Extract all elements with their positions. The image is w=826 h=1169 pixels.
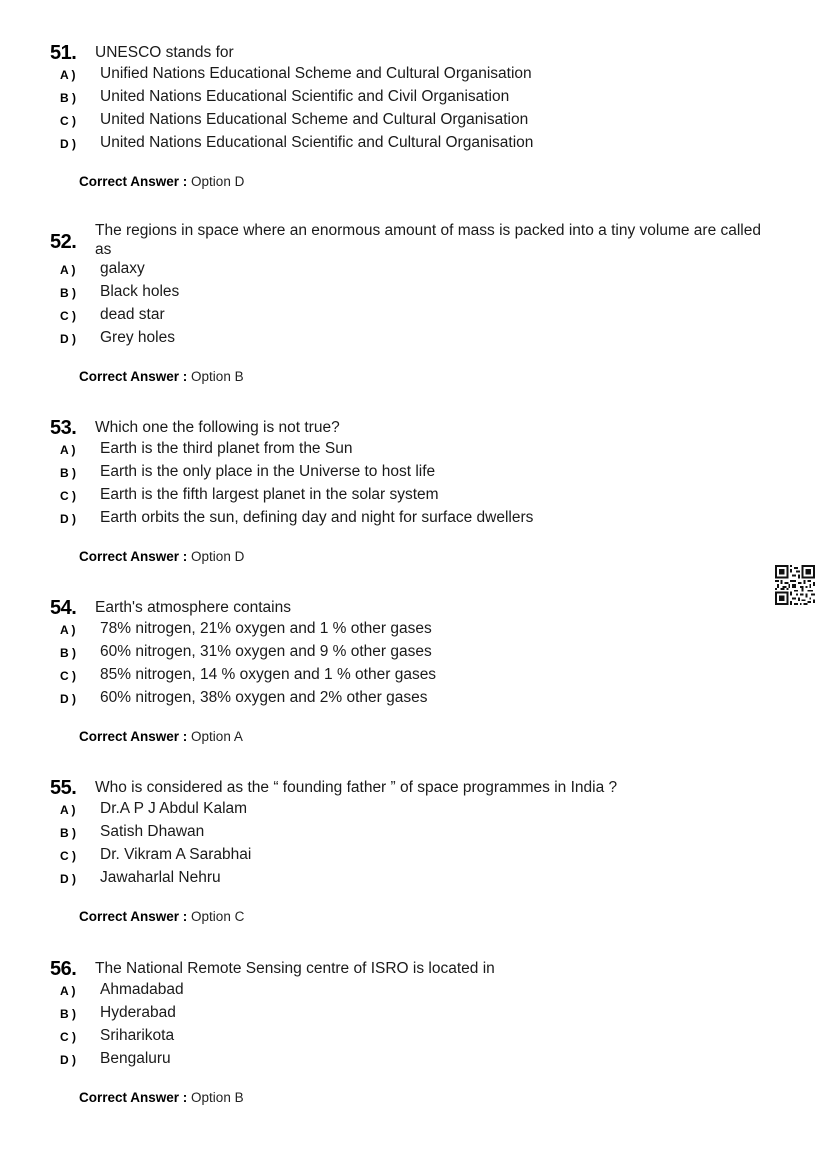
option-text: Earth is the third planet from the Sun: [100, 440, 353, 457]
option-d: [50, 1049, 780, 1072]
question-53: [50, 417, 780, 567]
option-text: Bengaluru: [100, 1050, 171, 1067]
option-label: D ): [60, 692, 76, 706]
question-number: 52.: [50, 231, 77, 253]
option-text: Earth is the fifth largest planet in the solar system: [100, 486, 439, 503]
option-label: D ): [60, 1053, 76, 1067]
option-label: A ): [60, 623, 76, 637]
answer-value: Option C: [191, 909, 245, 924]
question-number: 55.: [50, 777, 77, 799]
option-c: [50, 485, 780, 508]
correct-answer: [79, 174, 780, 192]
option-b: [50, 642, 780, 665]
correct-answer: [79, 729, 780, 747]
option-text: Dr.A P J Abdul Kalam: [100, 800, 248, 817]
correct-answer: [79, 1090, 780, 1108]
option-c: [50, 665, 780, 688]
question-text: The regions in space where an enormous amount of mass is packed into a tiny volume are called as: [95, 222, 761, 258]
option-label: D ): [60, 512, 76, 526]
answer-label: Correct Answer :: [79, 909, 188, 924]
option-text: Black holes: [100, 283, 180, 300]
answer-label: Correct Answer :: [79, 549, 188, 564]
answer-value: Option B: [191, 1090, 244, 1105]
option-label: B ): [60, 1007, 76, 1021]
correct-answer: [79, 909, 780, 927]
option-c: [50, 1026, 780, 1049]
option-b: [50, 282, 780, 305]
answer-label: Correct Answer :: [79, 369, 188, 384]
option-label: B ): [60, 286, 76, 300]
option-text: United Nations Educational Scientific and Civil Organisation: [100, 88, 510, 105]
question-header: [50, 777, 780, 799]
option-b: [50, 462, 780, 485]
question-51: [50, 42, 780, 192]
answer-value: Option D: [191, 174, 245, 189]
option-label: A ): [60, 68, 76, 82]
option-text: Ahmadabad: [100, 981, 184, 998]
option-a: [50, 64, 780, 87]
option-b: [50, 822, 780, 845]
option-text: Dr. Vikram A Sarabhai: [100, 846, 252, 863]
answer-value: Option A: [191, 729, 243, 744]
option-label: A ): [60, 984, 76, 998]
option-text: Satish Dhawan: [100, 823, 205, 840]
option-text: dead star: [100, 306, 165, 323]
question-header: [50, 42, 780, 64]
option-d: [50, 508, 780, 531]
option-label: C ): [60, 849, 76, 863]
question-header: [50, 958, 780, 980]
option-d: [50, 328, 780, 351]
option-label: B ): [60, 466, 76, 480]
question-text: Earth's atmosphere contains: [95, 599, 291, 616]
answer-label: Correct Answer :: [79, 174, 188, 189]
option-text: 78% nitrogen, 21% oxygen and 1 % other gases: [100, 620, 432, 637]
option-label: C ): [60, 669, 76, 683]
question-header: [50, 221, 780, 259]
option-label: C ): [60, 1030, 76, 1044]
answer-value: Option D: [191, 549, 245, 564]
option-d: [50, 133, 780, 156]
question-55: [50, 777, 780, 927]
option-a: [50, 799, 780, 822]
answer-label: Correct Answer :: [79, 729, 188, 744]
answer-label: Correct Answer :: [79, 1090, 188, 1105]
option-text: United Nations Educational Scientific and Cultural Organisation: [100, 134, 534, 151]
question-header: [50, 417, 780, 439]
question-header: [50, 597, 780, 619]
correct-answer: [79, 369, 780, 387]
option-a: [50, 619, 780, 642]
option-d: [50, 688, 780, 711]
answer-value: Option B: [191, 369, 244, 384]
option-b: [50, 87, 780, 110]
option-label: C ): [60, 489, 76, 503]
option-text: galaxy: [100, 260, 145, 277]
option-text: Hyderabad: [100, 1004, 176, 1021]
qr-code-icon: [775, 565, 815, 605]
option-text: Earth orbits the sun, defining day and night for surface dwellers: [100, 509, 534, 526]
question-text: The National Remote Sensing centre of ISRO is located in: [95, 960, 495, 977]
question-number: 56.: [50, 958, 77, 980]
option-a: [50, 259, 780, 282]
option-label: D ): [60, 332, 76, 346]
option-text: Unified Nations Educational Scheme and Cultural Organisation: [100, 65, 532, 82]
question-text: Which one the following is not true?: [95, 419, 340, 436]
question-text: Who is considered as the “ founding father ” of space programmes in India ?: [95, 779, 618, 796]
option-text: 60% nitrogen, 31% oxygen and 9 % other gases: [100, 643, 432, 660]
option-label: D ): [60, 872, 76, 886]
option-label: A ): [60, 263, 76, 277]
question-54: [50, 597, 780, 747]
option-c: [50, 305, 780, 328]
option-text: Sriharikota: [100, 1027, 175, 1044]
question-52: [50, 221, 780, 387]
option-label: A ): [60, 443, 76, 457]
correct-answer: [79, 549, 780, 567]
option-text: 85% nitrogen, 14 % oxygen and 1 % other gases: [100, 666, 437, 683]
option-label: C ): [60, 114, 76, 128]
option-label: B ): [60, 826, 76, 840]
option-d: [50, 868, 780, 891]
question-number: 54.: [50, 597, 77, 619]
option-b: [50, 1003, 780, 1026]
option-label: D ): [60, 137, 76, 151]
option-label: B ): [60, 91, 76, 105]
option-a: [50, 980, 780, 1003]
option-a: [50, 439, 780, 462]
question-number: 53.: [50, 417, 77, 439]
option-label: A ): [60, 803, 76, 817]
question-number: 51.: [50, 42, 77, 64]
option-c: [50, 110, 780, 133]
option-text: 60% nitrogen, 38% oxygen and 2% other gases: [100, 689, 428, 706]
option-text: United Nations Educational Scheme and Cultural Organisation: [100, 111, 529, 128]
option-text: Grey holes: [100, 329, 175, 346]
option-c: [50, 845, 780, 868]
question-56: [50, 958, 780, 1108]
question-text: UNESCO stands for: [95, 44, 234, 61]
option-text: Jawaharlal Nehru: [100, 869, 221, 886]
option-label: C ): [60, 309, 76, 323]
option-label: B ): [60, 646, 76, 660]
option-text: Earth is the only place in the Universe to host life: [100, 463, 436, 480]
